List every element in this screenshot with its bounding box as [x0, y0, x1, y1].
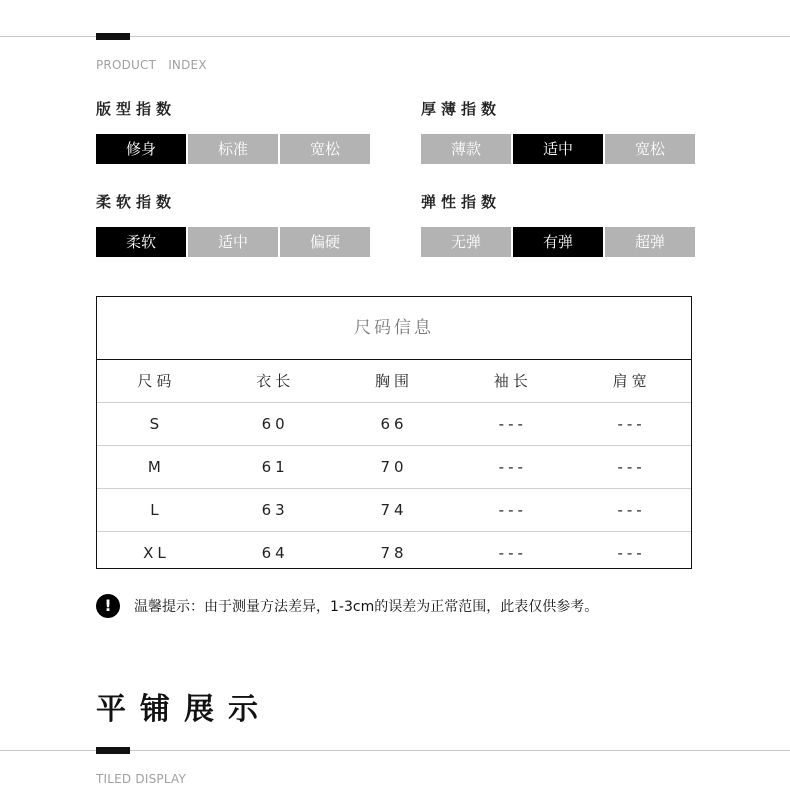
size-table-header — [97, 360, 691, 403]
index-option: 无弹 — [421, 227, 511, 257]
index-options — [96, 134, 370, 164]
table-cell: 74 — [380, 501, 408, 519]
table-cell: XL — [143, 544, 170, 562]
measurement-tip — [96, 594, 598, 618]
column-header: 肩宽 — [612, 372, 651, 390]
index-option: 柔软 — [96, 227, 186, 257]
index-title: 柔软指数 — [96, 193, 177, 211]
index-options — [421, 134, 695, 164]
index-option: 标准 — [188, 134, 278, 164]
index-option: 修身 — [96, 134, 186, 164]
table-cell: --- — [498, 415, 527, 433]
index-option: 宽松 — [605, 134, 695, 164]
table-cell: --- — [498, 458, 527, 476]
table-cell: --- — [617, 415, 646, 433]
table-cell: --- — [617, 501, 646, 519]
index-option: 超弹 — [605, 227, 695, 257]
index-options — [96, 227, 370, 257]
index-option: 有弹 — [513, 227, 603, 257]
table-cell: 60 — [261, 415, 289, 433]
table-row — [97, 532, 691, 574]
size-table — [96, 296, 692, 569]
bottom-divider-accent — [96, 747, 130, 754]
index-option: 偏硬 — [280, 227, 370, 257]
column-header: 衣长 — [256, 372, 295, 390]
table-cell: 78 — [380, 544, 408, 562]
table-cell: 70 — [380, 458, 408, 476]
size-table-caption: 尺码信息 — [97, 297, 691, 360]
table-cell: 61 — [261, 458, 289, 476]
table-cell: --- — [498, 544, 527, 562]
table-cell: --- — [617, 544, 646, 562]
top-divider-accent — [96, 33, 130, 40]
table-cell: M — [147, 458, 165, 476]
product-index-label: PRODUCT INDEX — [96, 58, 207, 72]
index-options — [421, 227, 695, 257]
warning-icon: ! — [96, 594, 120, 618]
table-cell: --- — [617, 458, 646, 476]
table-row — [97, 403, 691, 446]
table-cell: 64 — [261, 544, 289, 562]
index-title: 厚薄指数 — [421, 100, 502, 118]
tip-text: 温馨提示：由于测量方法差异，1-3cm的误差为正常范围，此表仅供参考。 — [134, 599, 599, 615]
table-cell: 66 — [380, 415, 408, 433]
section-heading: 平铺展示 — [96, 692, 272, 727]
tiled-display-label: TILED DISPLAY — [96, 772, 186, 786]
index-title: 弹性指数 — [421, 193, 502, 211]
index-option: 适中 — [188, 227, 278, 257]
table-row — [97, 489, 691, 532]
index-option: 宽松 — [280, 134, 370, 164]
table-cell: --- — [498, 501, 527, 519]
index-option: 适中 — [513, 134, 603, 164]
table-cell: S — [149, 415, 164, 433]
table-cell: 63 — [261, 501, 289, 519]
column-header: 尺码 — [137, 372, 176, 390]
index-option: 薄款 — [421, 134, 511, 164]
table-cell: L — [150, 501, 163, 519]
index-title: 版型指数 — [96, 100, 177, 118]
table-row — [97, 446, 691, 489]
column-header: 袖长 — [493, 372, 532, 390]
column-header: 胸围 — [374, 372, 413, 390]
